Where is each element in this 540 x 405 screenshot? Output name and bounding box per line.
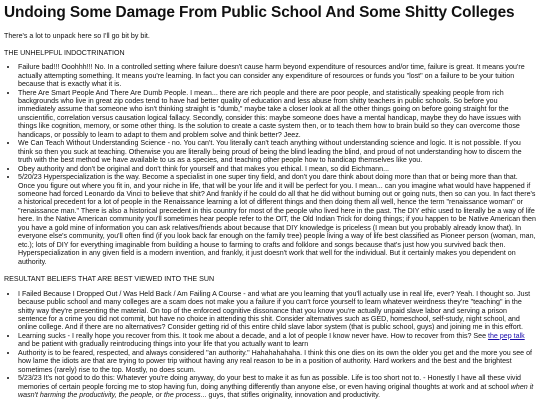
list-item: • There Are Smart People And There Are Dumb People. I mean... there are rich people and there are poor people, and statistically speaking people from rich backgrounds who live in great zip codes tend to have had better quality of education and less abuse from shitty teachers in public schools. So before you immediately assume that someone who isn't thinking straight is "dumb," maybe take a closer look at all the other things going on before going straight for the unscientific, correlation versus causation logical fallacy. Secondly, consider this: maybe someone does have a mental handicap, maybe they do have issues with things like cognition, memory, or some other thing. Is the solution to create a caste system then, or to teach them how to brain build so they can overcome those handicaps, or possibly to learn to adapt to them and problem solve and think better? Jeez. bbox=[18, 89, 536, 140]
section-heading-beliefs: RESULTANT BELIEFS THAT ARE BEST VIEWED INTO THE SUN bbox=[4, 275, 215, 284]
beliefs-list bbox=[4, 290, 536, 400]
page-title: Undoing Some Damage From Public School And Some Shitty Colleges bbox=[4, 4, 515, 21]
list-item bbox=[18, 374, 536, 399]
list-item-text: and be patient with gradually reintroducing things into your life that you actually want to learn bbox=[18, 340, 309, 349]
indoctrination-list bbox=[4, 63, 536, 266]
list-item: • Authority is to be feared, respected, and always considered "an authority." Hahahahahaha. I think this one dies on its own the older you get and the more you see of how lame the idiots are that are trying to power trip without having any real reason to be in a position of authority. Hard workers and the best and the brightest sometimes (rarely) rise to the top. Mostly, no does scum. bbox=[18, 349, 536, 374]
list-item: • Failure bad!!! Ooohhh!!! No. In a controlled setting where failure doesn't cause harm beyond expenditure of resources and/or time, failure is great. It means you're actually attempting something. It means you're learning. In fact you can consider any expenditure of resources or funds you "lost" on a failure to be your tuition because that is exactly what it is. bbox=[18, 63, 536, 88]
list-item-text: ... guys, that stifles originality, innovation and productivity. bbox=[200, 391, 381, 400]
emphasis-text: when it wasn't harming the productivity, the people, or the process bbox=[18, 382, 534, 400]
list-item-text: Learning sucks - I really hope you recover from this. It took me about a decade, and a lot of people I know never have. How to recover from this? See bbox=[18, 331, 489, 340]
list-item: • We Can Teach Without Understanding Science - no. You can't. You literally can't teach anything without understanding science and logic. It is not possible. If you think so then you suck at teaching. Otherwise you are literally being proud of being the blind leading the blind, and proud of not understanding how to discern the truth with the best method we have available to us as a species, and teaching other people how to handicap themselves like you. bbox=[18, 139, 536, 164]
list-item: • Obey authority and don't be original and don't think for yourself and that makes you ethical. I mean, so did Eichmann... bbox=[18, 165, 536, 173]
list-item: • I Failed Because I Dropped Out / Was Held Back / Am Failing A Course - and what are you learning that you'll actually use in real life, ever? Yeah. I thought so. Just because public school and many colleges are a scam does not make you a failure if you can't force yourself to learn whatever weirdness they're "teaching" in the shitty way they're presenting the material. On top of the enforced cognitive dissonance that you know you're actually unpaid slave labor and serving a prison sentence for a crime you did not commit, but have no choice in attending this shit. Consider alternatives such as GED, homeschool, self-study, night school, and online college. And if there are no alternatives? Consider getting rid of this entire child slave labor system (that is public school, guys) and joining me in this effort. bbox=[18, 290, 536, 332]
list-item-text: 5/23/23 It's not good to do this: Whatever you're doing anyway, do your best to make it as fun as possible. Life is too short not to. - Honestly I have all these vivid memories of certain people forcing me to stop having fun, doing anything differently than anyone else, or even having original thoughts at work and at school bbox=[18, 374, 521, 391]
pep-talk-link[interactable]: the pep talk bbox=[488, 331, 525, 340]
section-heading-indoctrination: THE UNHELPFUL INDOCTRINATION bbox=[4, 48, 125, 57]
intro-text: There's a lot to unpack here so I'll go bit by bit. bbox=[4, 32, 150, 40]
list-item bbox=[18, 332, 536, 349]
list-item: • 5/20/23 Hyperspecialization is the way. Become a specialist in one super tiny field, and don't you dare think about doing more than that or being more than that. Once you figure out where you fit in, and your niche in life, that will be your life and it will be perfect for you. I mean... can you imagine what would have happened if someone had forced Leonardo da Vinci to believe that shit? And frankly if he could do all that he did without burning out or going nuts, then so can you. In fact there's a historical precedent for a lot of people in the Renaissance learning a lot of different things and then doing them all well, hence the term "renaissance woman" or "renaissance man." There is also a historical precedent in this country for most of the people who lived here in the past. The DIY ethic used to literally be a way of life here. In the Native American community you'll sometimes hear people refer to the OIT, the Old Indian Trick for doing things; if you happen to be Native American then you have a gold mine of information you can ask relatives/friends about because that DIY knowledge is priceless (I mean but you probably already know that). In everyone else's community, you'll often find (if you look back far enough on the family tree) people living a way of life best classified as Pioneer person (woman, man, etc.); lots of DIY for everything imaginable from building a house to farming to crafts and folklore and songs because that's just how you survived back then. Hyperspecialization in any given field is a modern invention, and frankly, it just doesn't work that well for the individual. But it certainly makes you dependent on authority. bbox=[18, 173, 536, 266]
